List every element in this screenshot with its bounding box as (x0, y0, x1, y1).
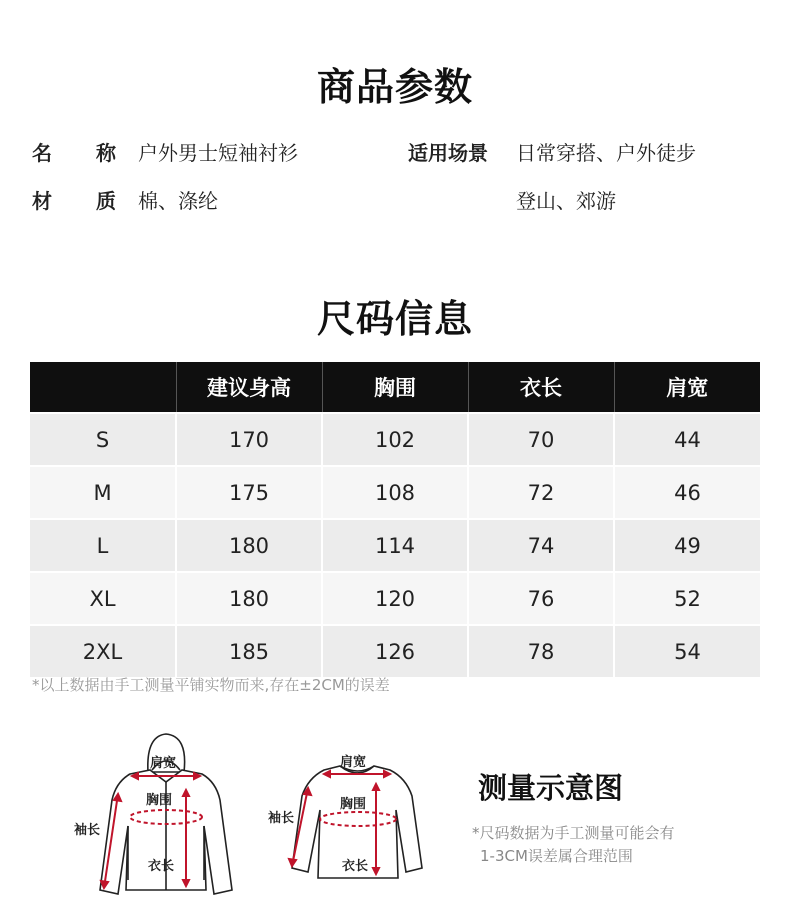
cell-length: 72 (468, 466, 614, 519)
table-row (30, 519, 760, 572)
scene-value-2: 登山、郊游 (516, 189, 616, 213)
diagram-note-line1: *尺码数据为手工测量可能会有 (472, 824, 675, 842)
table-row (30, 572, 760, 625)
jacket-shoulder-label: 肩宽 (150, 756, 177, 771)
cell-size: M (30, 466, 176, 519)
name-label-b: 称 (96, 141, 116, 165)
cell-chest: 114 (322, 519, 468, 572)
cell-length: 74 (468, 519, 614, 572)
cell-height: 175 (176, 466, 322, 519)
shirt-chest-label: 胸围 (340, 797, 367, 812)
material-label-a: 材 (32, 189, 52, 213)
shirt-sleeve-label: 袖长 (268, 811, 295, 826)
shirt-shoulder-label: 肩宽 (340, 755, 367, 770)
shirt-diagram (262, 740, 447, 890)
cell-length: 76 (468, 572, 614, 625)
scene-label: 适用场景 (408, 141, 488, 165)
cell-shoulder: 46 (614, 466, 760, 519)
cell-chest: 120 (322, 572, 468, 625)
diagram-note-line2: 1-3CM误差属合理范围 (480, 847, 633, 865)
size-title: 尺码信息 (316, 297, 473, 341)
jacket-length-label: 衣长 (148, 859, 175, 874)
jacket-diagram (70, 730, 260, 910)
cell-shoulder: 54 (614, 625, 760, 677)
header-chest: 胸围 (322, 362, 468, 413)
name-value: 户外男士短袖衬衫 (138, 141, 298, 165)
material-label-b: 质 (96, 189, 116, 213)
shirt-length-label: 衣长 (342, 859, 369, 874)
material-value: 棉、涤纶 (138, 189, 218, 213)
cell-chest: 102 (322, 413, 468, 466)
cell-chest: 126 (322, 625, 468, 677)
jacket-chest-label: 胸围 (146, 793, 173, 808)
cell-size: 2XL (30, 625, 176, 677)
cell-height: 180 (176, 519, 322, 572)
cell-size: S (30, 413, 176, 466)
cell-shoulder: 52 (614, 572, 760, 625)
name-label-a: 名 (32, 141, 52, 165)
cell-length: 78 (468, 625, 614, 677)
cell-shoulder: 49 (614, 519, 760, 572)
table-row (30, 625, 760, 677)
size-table (30, 362, 760, 677)
params-title: 商品参数 (316, 65, 473, 109)
scene-value-1: 日常穿搭、户外徒步 (516, 141, 696, 165)
header-size (30, 362, 176, 413)
cell-size: L (30, 519, 176, 572)
header-length: 衣长 (468, 362, 614, 413)
cell-length: 70 (468, 413, 614, 466)
header-height: 建议身高 (176, 362, 322, 413)
cell-shoulder: 44 (614, 413, 760, 466)
diagram-title: 测量示意图 (478, 771, 624, 805)
cell-size: XL (30, 572, 176, 625)
jacket-sleeve-label: 袖长 (74, 823, 101, 838)
cell-height: 180 (176, 572, 322, 625)
cell-height: 185 (176, 625, 322, 677)
table-row (30, 466, 760, 519)
size-note: *以上数据由手工测量平铺实物而来,存在±2CM的误差 (32, 676, 390, 694)
header-shoulder: 肩宽 (614, 362, 760, 413)
cell-height: 170 (176, 413, 322, 466)
cell-chest: 108 (322, 466, 468, 519)
table-row (30, 413, 760, 466)
size-table-header (30, 362, 760, 413)
